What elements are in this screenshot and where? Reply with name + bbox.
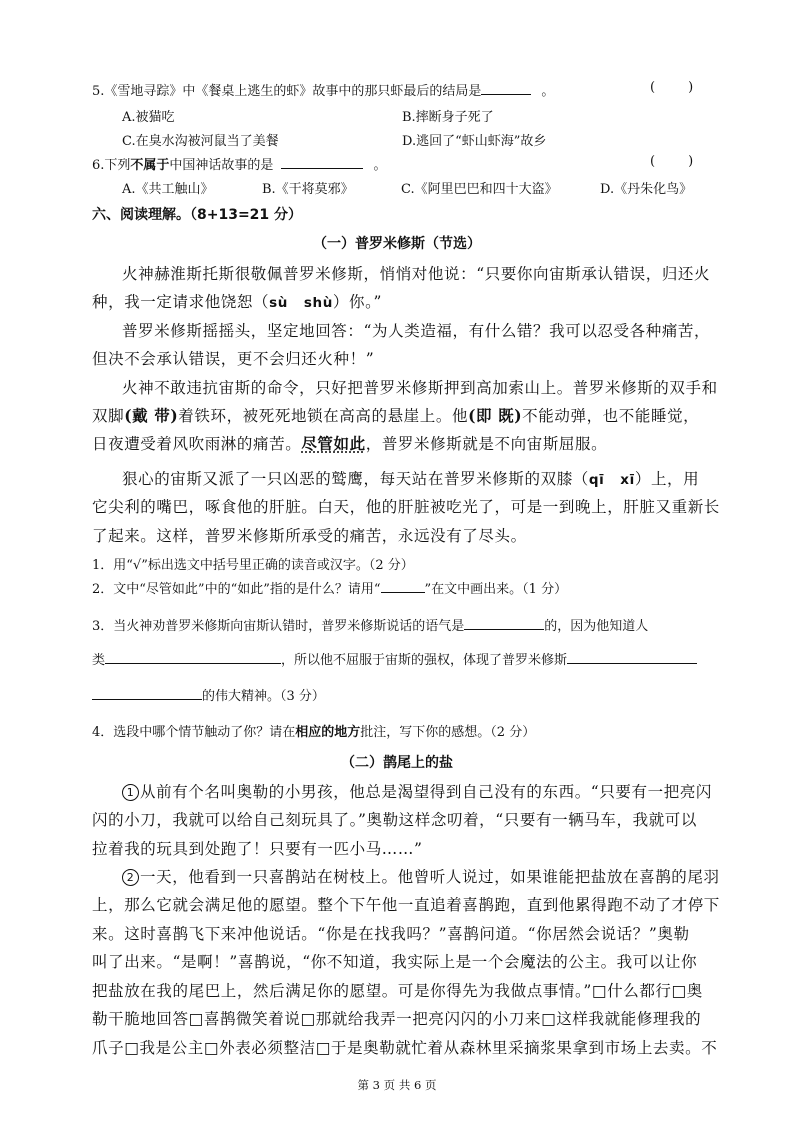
q4-bold: 相应的地方 xyxy=(295,725,361,740)
q3-spirit-blank-1[interactable] xyxy=(567,651,697,664)
passage1-p2-line1: 普罗米修斯摇摇头，坚定地回答：“为人类造福，有什么错？我可以忍受各种痛苦， xyxy=(122,322,711,340)
p4a-post: ）上，用 xyxy=(634,470,700,488)
p3b-post: 不能动弹，也不能睡觉， xyxy=(522,407,700,425)
p1b-pre: 种，我一定请求他饶恕（ xyxy=(92,293,270,311)
passage2-p1-line1 xyxy=(122,780,712,802)
page-footer: 第 3 页 共 6 页 xyxy=(357,1078,437,1092)
q4-post: 批注，写下你的感想。（2 分） xyxy=(360,725,536,740)
char-option-ji[interactable]: (即 既) xyxy=(468,406,523,425)
passage2-p2-line3: 来。这时喜鹊飞下来冲他说话。“你是在找我吗？”喜鹊问道。“你居然会说话？”奥勒 xyxy=(92,925,690,943)
p3b-mid: 着铁环，被死死地锁在高高的悬崖上。他 xyxy=(178,407,469,425)
passage1-p4-line2: 它尖利的嘴巴，啄食他的肝脏。白天，他的肝脏被吃光了，可是一到晚上，肝脏又重新长 xyxy=(92,498,720,516)
p2-1a: 从前有个名叫奥勒的小男孩，他总是渴望得到自己没有的东西。“只要有一把亮闪 xyxy=(140,783,713,801)
q6-post: 中国神话故事的是 xyxy=(169,158,274,173)
p3b-pre: 双脚 xyxy=(92,407,125,425)
q3b-post: ，所以他不屈服于宙斯的强权，体现了普罗米修斯 xyxy=(281,653,568,668)
q3-reason-blank[interactable] xyxy=(105,651,281,664)
passage1-p4-line1 xyxy=(122,467,699,489)
q6-option-d: D.《丹朱化鸟》 xyxy=(600,182,693,197)
passage2-p2-line1 xyxy=(122,865,720,887)
p4a-pre: 狠心的宙斯又派了一只凶恶的鹫鹰，每天站在普罗米修斯的双膝（ xyxy=(122,470,589,488)
q5-option-b: B.摔断身子死了 xyxy=(402,110,494,125)
passage2-p1-line3: 拉着我的玩具到处跑了！只要有一匹小马……” xyxy=(92,840,423,858)
passage2-p2-line4: 叫了出来。“是啊！”喜鹊说，“你不知道，我实际上是一个会魔法的公主。我可以让你 xyxy=(92,953,698,971)
passage1-title: （一）普罗米修斯（节选） xyxy=(313,236,481,252)
q5-end: 。 xyxy=(541,84,555,99)
q3b-pre: 类 xyxy=(92,653,106,668)
q6-end: 。 xyxy=(373,158,387,173)
q3a-post: 的，因为他知道人 xyxy=(544,619,649,634)
q5-answer-paren[interactable]: ( ) xyxy=(650,80,694,95)
passage1-p3-line3 xyxy=(92,432,607,454)
q6-answer-paren[interactable]: ( ) xyxy=(650,154,694,169)
paragraph-number-2: 2 xyxy=(122,869,139,886)
passage1-p3-line1: 火神不敢违抗宙斯的命令，只好把普罗米修斯押到高加索山上。普罗米修斯的双手和 xyxy=(122,379,718,397)
question-3-line1 xyxy=(92,615,648,634)
q3c-post: 的伟大精神。（3 分） xyxy=(202,689,325,704)
q4-pre: 4．选段中哪个情节触动了你？请在 xyxy=(92,725,296,740)
question-1: 1．用“√”标出选文中括号里正确的读音或汉字。（2 分） xyxy=(92,558,414,573)
q6-stem xyxy=(92,154,386,173)
char-option-dai[interactable]: (戴 带) xyxy=(124,406,179,425)
q5-answer-blank[interactable] xyxy=(481,82,531,95)
question-3-line2 xyxy=(92,649,697,668)
paragraph-number-1: 1 xyxy=(122,784,139,801)
q2-pre: 2．文中“尽管如此”中的“如此”指的是什么？请用“ xyxy=(92,582,381,597)
q6-pre: 6.下列 xyxy=(92,158,131,173)
passage1-p3-line2 xyxy=(92,404,699,426)
passage2-p2-line6: 勒干脆地回答□喜鹊微笑着说□那就给我弄一把亮闪闪的小刀来□这样我就能修理我的 xyxy=(92,1010,702,1028)
q2-underline-sample xyxy=(381,580,425,593)
pinyin-option-xi[interactable]: qī xī xyxy=(588,472,635,488)
q3-tone-blank[interactable] xyxy=(464,617,544,630)
p1b-post: ）你。” xyxy=(332,293,382,311)
q6-bold: 不属于 xyxy=(130,158,170,173)
q5-stem-text: 5.《雪地寻踪》中《餐桌上逃生的虾》故事中的那只虾最后的结局是 xyxy=(92,84,482,99)
q6-answer-blank[interactable] xyxy=(281,156,363,169)
passage1-p4-line3: 了起来。这样，普罗米修斯所承受的痛苦，永远没有了尽头。 xyxy=(92,527,527,545)
q6-option-c: C.《阿里巴巴和四十大盗》 xyxy=(401,182,558,197)
dotted-phrase: 尽管如此 xyxy=(301,434,366,453)
q5-option-d: D.逃回了“虾山虾海”故乡 xyxy=(402,134,547,149)
q5-option-c: C.在臭水沟被河鼠当了美餐 xyxy=(122,134,279,149)
q2-post: ”在文中画出来。（1 分） xyxy=(424,582,568,597)
passage1-p1-line2 xyxy=(92,290,382,312)
p3c-post: ，普罗米修斯就是不向宙斯屈服。 xyxy=(365,435,608,453)
passage2-p2-line5: 把盐放在我的尾巴上，然后满足你的愿望。可是你得先为我做点事情。”□什么都行□奥 xyxy=(92,982,703,1000)
q6-option-a: A.《共工触山》 xyxy=(122,182,214,197)
passage2-p1-line2: 闪的小刀，我就可以给自己刻玩具了。”奥勒这样念叨着，“只要有一辆马车，我就可以 xyxy=(92,811,698,829)
question-4 xyxy=(92,721,535,740)
pinyin-option-shu[interactable]: sù shù xyxy=(269,295,333,311)
section-6-title: 六、阅读理解。（8+13=21 分） xyxy=(92,207,303,223)
p3c-pre: 日夜遭受着风吹雨淋的痛苦。 xyxy=(92,435,302,453)
passage2-p2-line2: 上，那么它就会满足他的愿望。整个下午他一直追着喜鹊跑，直到他累得跑不动了才停下 xyxy=(92,896,720,914)
passage2-title: （二）鹊尾上的盐 xyxy=(341,755,453,771)
q5-stem xyxy=(92,80,554,99)
question-2 xyxy=(92,578,567,597)
passage2-p2-line7: 爪子□我是公主□外表必须整洁□于是奥勒就忙着从森林里采摘浆果拿到市场上去卖。不 xyxy=(92,1039,718,1057)
q5-option-a: A.被猫吃 xyxy=(122,110,175,125)
passage1-p2-line2: 但决不会承认错误，更不会归还火种！” xyxy=(92,350,375,368)
passage1-p1-line1: 火神赫淮斯托斯很敬佩普罗米修斯，悄悄对他说：“只要你向宙斯承认错误，归还火 xyxy=(122,265,711,283)
question-3-line3 xyxy=(92,685,325,704)
q3a-pre: 3．当火神劝普罗米修斯向宙斯认错时，普罗米修斯说话的语气是 xyxy=(92,619,465,634)
q6-option-b: B.《干将莫邪》 xyxy=(262,182,354,197)
p2-2a: 一天，他看到一只喜鹊站在树枝上。他曾听人说过，如果谁能把盐放在喜鹊的尾羽 xyxy=(140,868,720,886)
q3-spirit-blank-2[interactable] xyxy=(92,687,202,700)
